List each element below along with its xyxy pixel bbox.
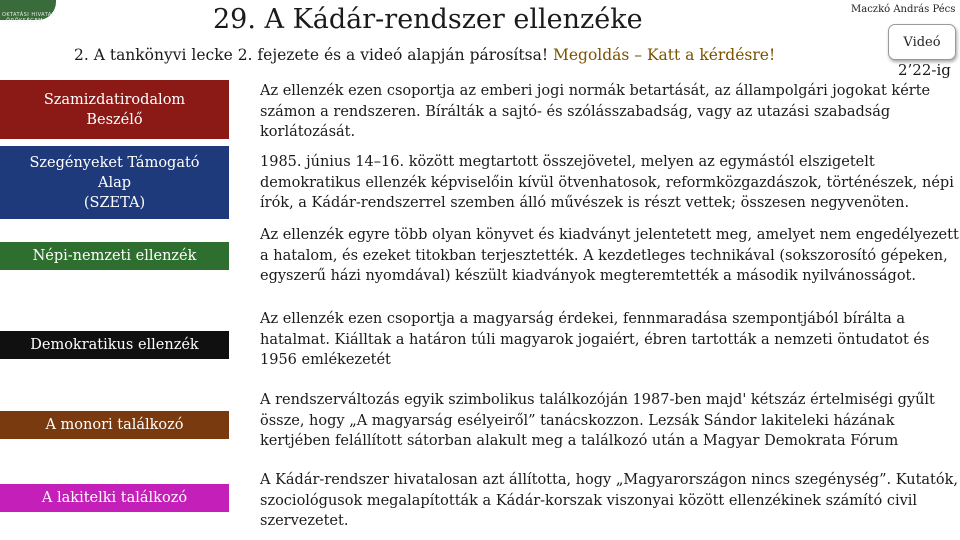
instruction (74, 46, 775, 64)
term-card[interactable] (0, 80, 229, 139)
definition-text: A Kádár-rendszer hivatalosan azt állította, hogy „Magyarországon nincs szegénység”. Kutatók, szociológusok megalapították a Kádár-korszak viszonyai között ellenzékinek számító civil szervezetet. (260, 472, 958, 529)
instruction-text: 2. A tankönyvi lecke 2. fejezete és a videó alapján párosítsa! (74, 46, 553, 64)
definition-text: 1985. június 14–16. között megtartott összejövetel, melyen az egymástól elszigetelt demokratikus ellenzék képviselőin kívül ötvenhatosok, reformközgazdászok, történészek, népi írók, a Kádár-rendszerrel szemben álló művészek is részt vettek; összesen negyvenöten. (260, 154, 954, 211)
term-card[interactable] (0, 484, 229, 512)
definition-text: A rendszerváltozás egyik szimbolikus találkozóján 1987-ben majd' kétszáz értelmiségi gyűlt össze, hogy „A magyarság esélyeiről” tanácskozzon. Lezsák Sándor lakiteleki házának kertjében felállított sátorban alakult meg a találkozó után a Magyar Demokrata Fórum (260, 392, 935, 449)
definition-text: Az ellenzék ezen csoportja a magyarság érdekei, fennmaradása szempontjából bírálta a hatalmat. Kiálltak a határon túli magyarok jogaiért, ébren tartották a nemzeti öntudatot és 1956 emlékezetét (260, 311, 930, 368)
term-label: A monori találkozó (45, 417, 184, 433)
definition-text: Az ellenzék ezen csoportja az emberi jogi normák betartását, az állampolgári jogokat kérte számon a rendszeren. Bírálták a sajtó- és szólásszabadság, vagy az utazási szabadság korlátozását. (260, 83, 931, 140)
video-button[interactable]: Videó (888, 24, 956, 60)
logo-text: OKTATÁSI HIVATAL · ÖRÖKSÉGEM (2, 12, 56, 24)
term-card[interactable] (0, 411, 229, 439)
term-label: Szamizdatirodalom Beszélő (43, 91, 186, 128)
term-label: A lakitelki találkozó (41, 490, 188, 506)
author-credit: Maczkó András Pécs (851, 4, 956, 15)
term-card[interactable] (0, 331, 229, 359)
term-card[interactable] (0, 242, 229, 270)
term-card[interactable] (0, 146, 229, 219)
solution-link[interactable]: Megoldás – Katt a kérdésre! (552, 46, 776, 64)
term-label: Szegényeket Támogató Alap (SZETA) (29, 154, 200, 211)
logo (0, 0, 56, 24)
term-label: Demokratikus ellenzék (30, 337, 199, 353)
page-title: 29. A Kádár-rendszer ellenzéke (213, 4, 643, 35)
definition-text: Az ellenzék egyre több olyan könyvet és kiadványt jelentetett meg, amelyet nem engedélyezett a hatalom, és ezeket titokban terjesztették. A kezdetleges technikával (sokszorosító gépeken, egyszerű házi nyomdával) készült kiadványok megteremtették a második nyilvánosságot. (260, 227, 959, 284)
term-label: Népi-nemzeti ellenzék (32, 248, 197, 264)
video-timecode: 2’22-ig (898, 61, 951, 79)
